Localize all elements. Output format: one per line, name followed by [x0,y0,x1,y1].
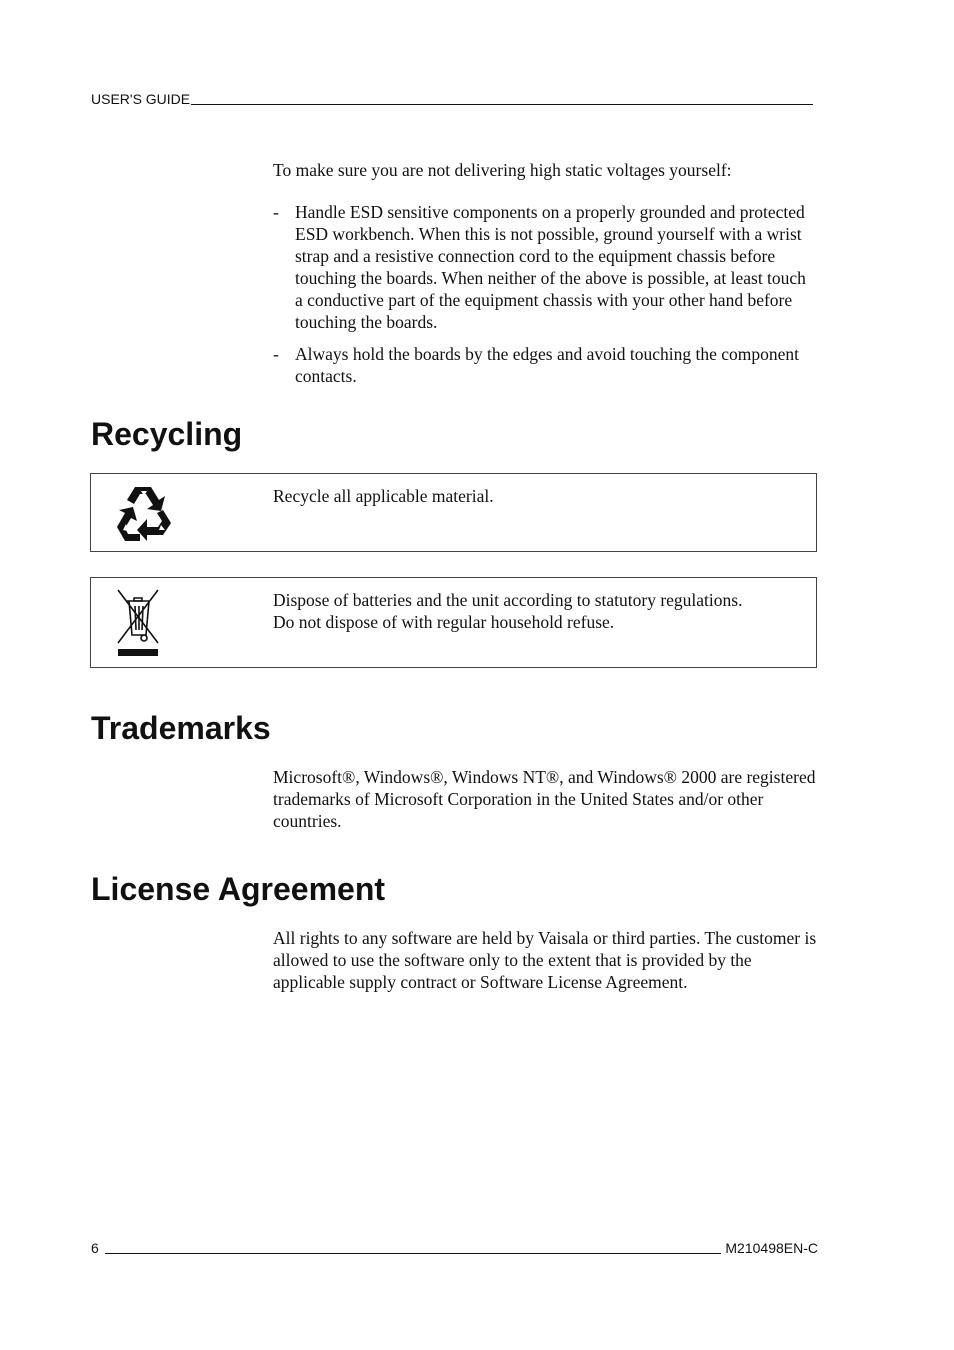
bullet-dash: - [273,202,279,222]
trademarks-text: Microsoft®, Windows®, Windows NT®, and Windows® 2000 are registered trademarks of Microsoft Corporation in the United States and/or other countries. [273,767,816,831]
license-heading: License Agreement [91,871,386,907]
bullet-text: Always hold the boards by the edges and avoid touching the component contacts. [295,344,799,386]
footer-rule [105,1253,722,1254]
dispose-line-1: Dispose of batteries and the unit according to statutory regulations. [273,590,743,610]
dispose-line-2: Do not dispose of with regular household refuse. [273,612,615,632]
page-footer [91,1240,818,1256]
doc-code: M210498EN-C [725,1240,818,1256]
trademarks-heading: Trademarks [91,710,271,746]
esd-bullet-list [273,201,818,397]
header-label: USER'S GUIDE [91,91,191,107]
license-text: All rights to any software are held by Vaisala or third parties. The customer is allowed to use the software only to the extent that is provided by the applicable supply contract or Software License Agreement. [273,928,817,992]
recycle-text: Recycle all applicable material. [273,486,494,506]
dispose-text [273,589,808,633]
recycle-notice-box [90,473,817,552]
dispose-notice-box [90,577,817,668]
intro-text: To make sure you are not delivering high static voltages yourself: [273,160,732,180]
header-rule [191,104,813,105]
bullet-text: Handle ESD sensitive components on a properly grounded and protected ESD workbench. When this is not possible, ground yourself with a wrist strap and a resistive connection cord to the equipment chassis before touching the boards. When neither of the above is possible, at least touch a conductive part of the equipment chassis with your other hand before touching the boards. [295,202,806,332]
bullet-dash: - [273,344,279,364]
crossed-out-bin-icon [113,587,163,659]
recycle-icon [113,483,175,543]
recycling-heading: Recycling [91,416,243,452]
page-number: 6 [91,1240,99,1256]
page-header [91,91,813,107]
bullet-item [273,343,818,387]
bullet-item [273,201,818,333]
